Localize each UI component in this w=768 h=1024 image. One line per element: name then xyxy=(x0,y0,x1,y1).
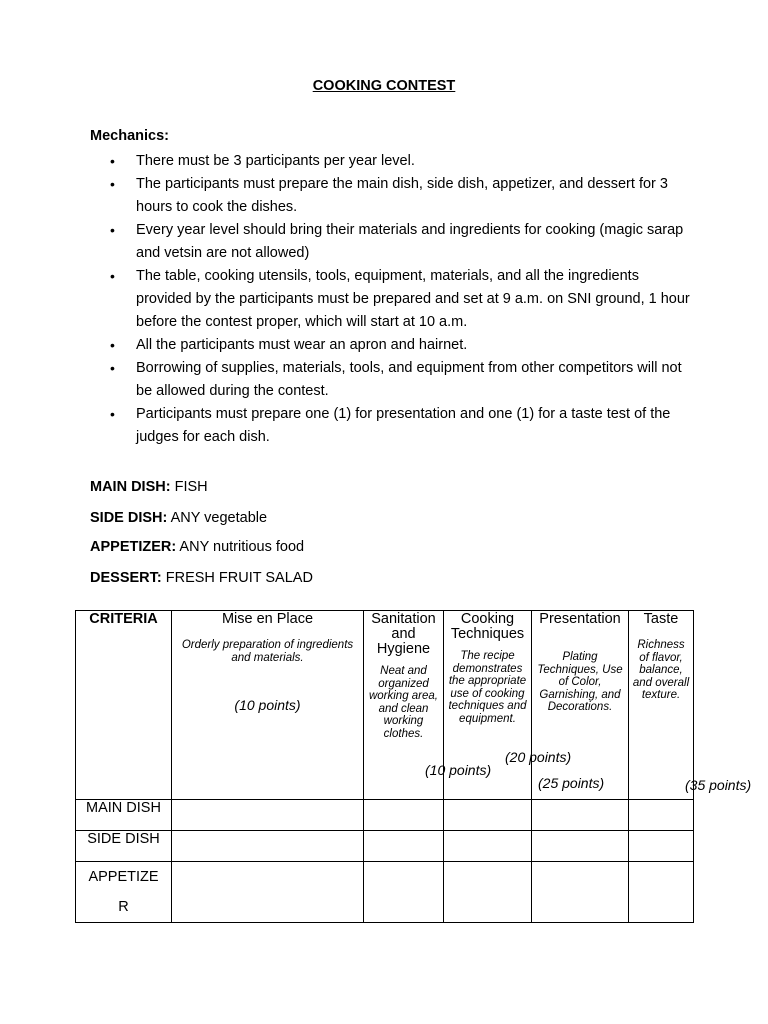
table-cell xyxy=(532,800,629,831)
table-cell xyxy=(444,862,532,923)
side-dish-line xyxy=(90,510,267,526)
list-item: • Participants must prepare one (1) for presentation and one (1) for a taste test of the judges for each dish. xyxy=(90,403,690,449)
dessert-label: DESSERT: xyxy=(90,570,162,586)
cooking-techniques-desc: The recipe demonstrates the appropriate use of cooking techniques and equipment. xyxy=(448,650,527,725)
criteria-header-cell xyxy=(76,611,172,800)
table-cell xyxy=(444,831,532,862)
taste-cell xyxy=(629,611,694,800)
table-cell xyxy=(444,800,532,831)
sanitation-header: Sanitation and Hygiene xyxy=(371,611,436,657)
table-cell xyxy=(172,862,364,923)
mise-en-place-desc: Orderly preparation of ingredients and materials. xyxy=(181,639,354,664)
table-cell xyxy=(172,831,364,862)
criteria-header: CRITERIA xyxy=(89,611,158,627)
list-item: • Every year level should bring their materials and ingredients for cooking (magic sarap and vetsin are not allowed) xyxy=(90,219,690,265)
table-cell xyxy=(532,862,629,923)
presentation-desc: Plating Techniques, Use of Color, Garnishing, and Decorations. xyxy=(537,651,623,713)
presentation-points: (25 points) xyxy=(538,775,605,791)
table-header-row xyxy=(76,611,694,800)
table-cell xyxy=(364,831,444,862)
mise-en-place-cell xyxy=(172,611,364,800)
appetizer-value: ANY nutritious food xyxy=(176,539,305,555)
taste-desc: Richness of flavor, balance, and overall texture. xyxy=(632,639,690,701)
page-title: COOKING CONTEST xyxy=(312,78,456,94)
mise-en-place-header: Mise en Place xyxy=(221,611,314,627)
list-item: • There must be 3 participants per year level. xyxy=(90,150,690,173)
main-dish-label: MAIN DISH: xyxy=(90,479,171,495)
dessert-line xyxy=(90,570,313,586)
appetizer-line xyxy=(90,539,304,555)
table-row xyxy=(76,800,694,831)
taste-points: (35 points) xyxy=(685,777,752,793)
list-item: • The participants must prepare the main dish, side dish, appetizer, and dessert for 3 hours to cook the dishes. xyxy=(90,173,690,219)
table-cell xyxy=(364,862,444,923)
table-cell xyxy=(629,800,694,831)
side-dish-label: SIDE DISH: xyxy=(90,510,168,526)
list-item: • All the participants must wear an apron and hairnet. xyxy=(90,334,690,357)
table-cell xyxy=(629,831,694,862)
presentation-cell xyxy=(532,611,629,800)
table-cell xyxy=(364,800,444,831)
cooking-techniques-points: (20 points) xyxy=(505,749,572,765)
table-row xyxy=(76,862,694,923)
main-dish-value: FISH xyxy=(170,479,208,495)
table-cell xyxy=(532,831,629,862)
list-item: • The table, cooking utensils, tools, equipment, materials, and all the ingredients provided by the participants must be prepared and set at 9 a.m. on SNI ground, 1 hour before the contest proper, which will start at 10 a.m. xyxy=(90,265,690,334)
row-label-appetizer: APPETIZER xyxy=(76,862,172,923)
cooking-techniques-header: Cooking Techniques xyxy=(450,611,525,642)
taste-header: Taste xyxy=(643,611,679,627)
main-dish-line xyxy=(90,479,208,495)
row-label-side-dish: SIDE DISH xyxy=(76,831,172,862)
sanitation-points: (10 points) xyxy=(425,762,492,778)
mechanics-label: Mechanics: xyxy=(90,128,169,144)
table-row xyxy=(76,831,694,862)
table-cell xyxy=(629,862,694,923)
presentation-header: Presentation xyxy=(539,611,621,627)
list-item: • Borrowing of supplies, materials, tools, and equipment from other competitors will not be allowed during the contest. xyxy=(90,357,690,403)
table-cell xyxy=(172,800,364,831)
row-label-main-dish: MAIN DISH xyxy=(76,800,172,831)
appetizer-label: APPETIZER: xyxy=(90,539,177,555)
side-dish-value: ANY vegetable xyxy=(167,510,268,526)
mise-en-place-points: (10 points) xyxy=(234,697,301,713)
sanitation-desc: Neat and organized working area, and clean working clothes. xyxy=(368,665,439,740)
mechanics-list xyxy=(90,150,690,449)
dessert-value: FRESH FRUIT SALAD xyxy=(161,570,313,586)
criteria-table xyxy=(75,610,694,923)
